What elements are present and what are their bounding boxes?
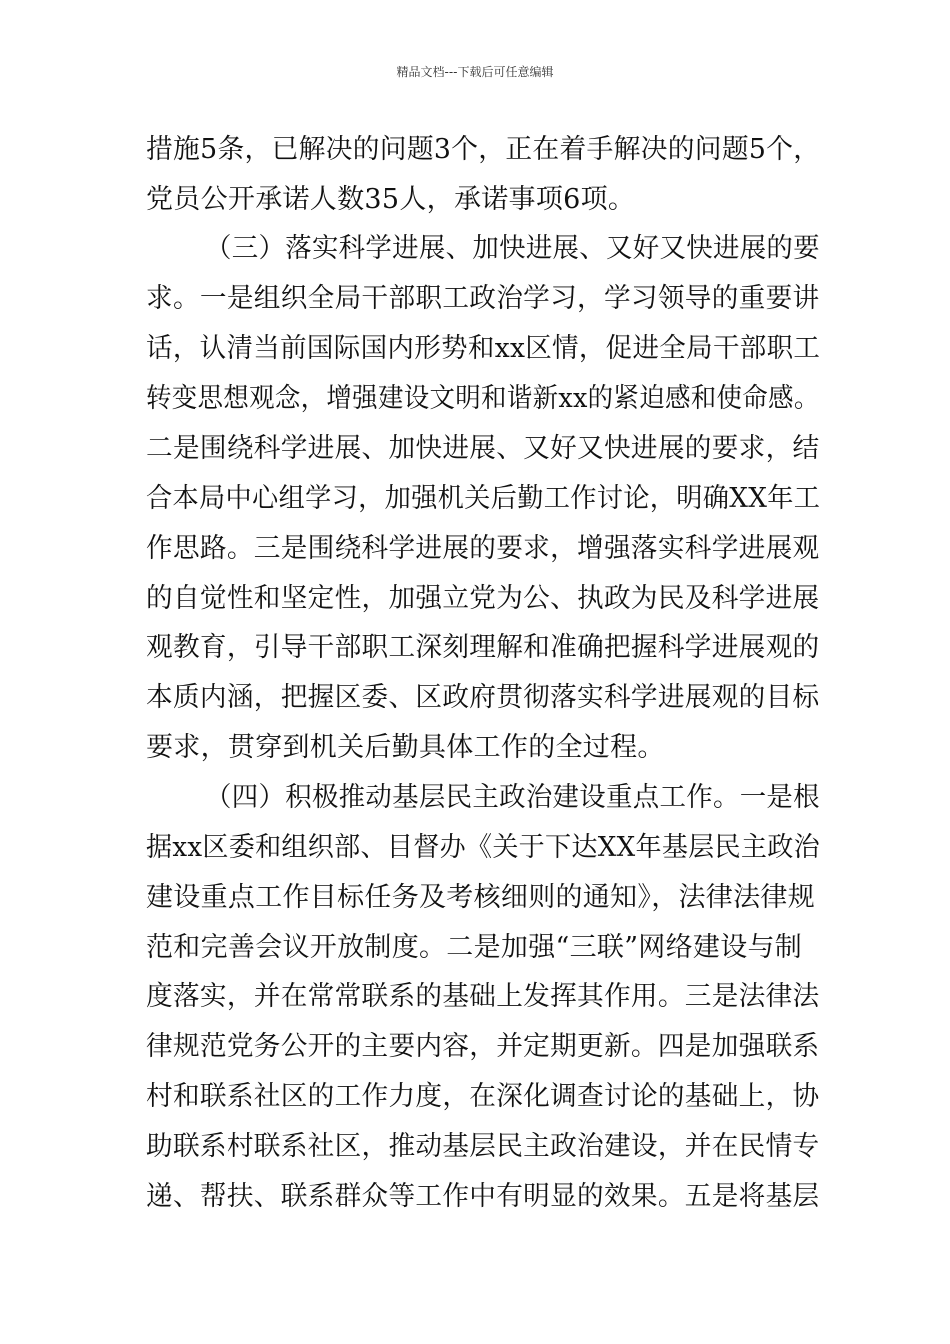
- body-line: 求。一是组织全局干部职工政治学习，学习领导的重要讲: [146, 283, 820, 314]
- body-line: 村和联系社区的工作力度，在深化调查讨论的基础上，协: [146, 1081, 820, 1112]
- body-line: 措施5条，已解决的问题3个，正在着手解决的问题5个，: [146, 134, 821, 165]
- body-line: 党员公开承诺人数35人，承诺事项6项。: [146, 184, 636, 215]
- body-line: 转变思想观念，增强建设文明和谐新xx的紧迫感和使命感。: [146, 383, 820, 414]
- body-line: 要求，贯穿到机关后勤具体工作的全过程。: [146, 732, 665, 763]
- body-line: 的自觉性和坚定性，加强立党为公、执政为民及科学进展: [146, 583, 820, 614]
- body-line: 建设重点工作目标任务及考核细则的通知》，法律法律规: [146, 882, 815, 913]
- body-line: 递、帮扶、联系群众等工作中有明显的效果。五是将基层: [146, 1181, 820, 1212]
- body-line: 二是围绕科学进展、加快进展、又好又快进展的要求，结: [146, 433, 820, 464]
- body-line: 助联系村联系社区，推动基层民主政治建设，并在民情专: [146, 1131, 820, 1162]
- section-heading-line: （四）积极推动基层民主政治建设重点工作。一是根: [205, 782, 820, 813]
- body-line: 话，认清当前国际国内形势和xx区情，促进全局干部职工: [146, 333, 821, 364]
- body-line: 作思路。三是围绕科学进展的要求，增强落实科学进展观: [146, 533, 820, 564]
- body-line: 度落实，并在常常联系的基础上发挥其作用。三是法律法: [146, 981, 820, 1012]
- body-line: 本质内涵，把握区委、区政府贯彻落实科学进展观的目标: [146, 682, 820, 713]
- body-line: 律规范党务公开的主要内容，并定期更新。四是加强联系: [146, 1031, 820, 1062]
- body-line: 范和完善会议开放制度。二是加强“三联”网络建设与制: [146, 932, 803, 963]
- body-line: 据xx区委和组织部、目督办《关于下达XX年基层民主政治: [146, 832, 820, 863]
- section-heading-line: （三）落实科学进展、加快进展、又好又快进展的要: [205, 233, 820, 264]
- page-header: 精品文档---下载后可任意编辑: [396, 65, 554, 79]
- body-line: 合本局中心组学习，加强机关后勤工作讨论，明确XX年工: [146, 483, 821, 514]
- body-line: 观教育，引导干部职工深刻理解和准确把握科学进展观的: [146, 632, 820, 663]
